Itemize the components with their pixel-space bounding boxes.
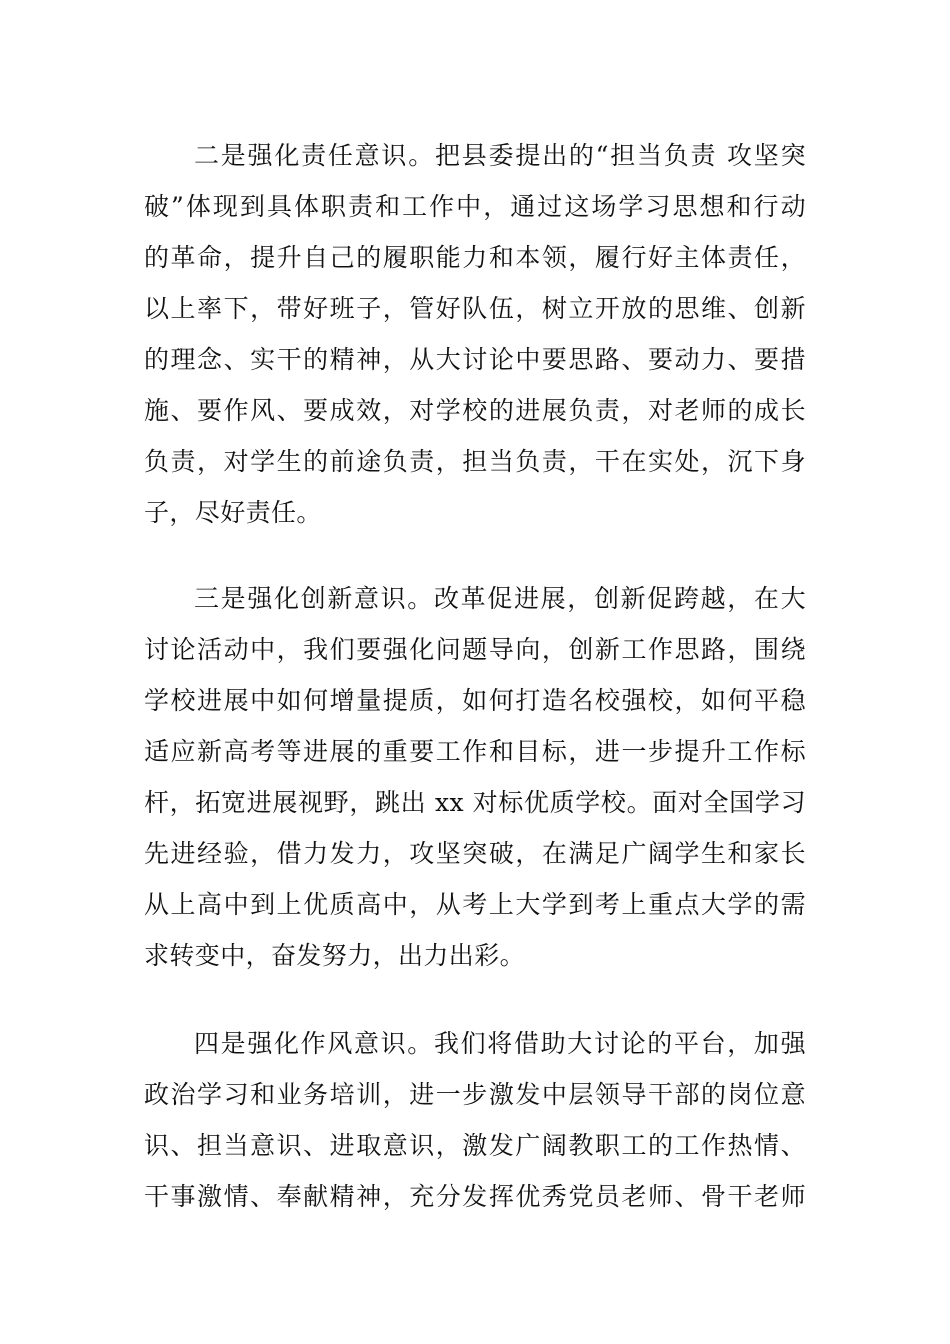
text-line: 适应新高考等进展的重要工作和目标，进一步提升工作标 — [144, 737, 806, 766]
text-line: 四是强化作风意识。我们将借助大讨论的平台，加强 — [194, 1029, 806, 1058]
text-line: 求转变中，奋发努力，出力出彩。 — [144, 941, 526, 970]
text-line: 的理念、实干的精神，从大讨论中要思路、要动力、要措 — [144, 345, 806, 374]
text-line: 的革命，提升自己的履职能力和本领，履行好主体责任， — [144, 243, 806, 272]
text-line: 先进经验，借力发力，攻坚突破，在满足广阔学生和家长 — [144, 839, 806, 868]
text-line: 识、担当意识、进取意识，激发广阔教职工的工作热情、 — [144, 1131, 806, 1160]
text-line: 以上率下，带好班子，管好队伍，树立开放的思维、创新 — [144, 294, 806, 323]
text-line: 负责，对学生的前途负责，担当负责，干在实处，沉下身 — [144, 447, 806, 476]
text-line: 子，尽好责任。 — [144, 498, 322, 527]
text-line: 施、要作风、要成效，对学校的进展负责，对老师的成长 — [144, 396, 806, 425]
paragraph-work-style — [144, 1018, 806, 1222]
text-line: 干事激情、奉献精神，充分发挥优秀党员老师、骨干老师 — [144, 1182, 806, 1211]
paragraph-responsibility — [144, 130, 806, 538]
text-line: 杆，拓宽进展视野，跳出 xx 对标优质学校。面对全国学习 — [144, 788, 806, 817]
text-line: 二是强化责任意识。把县委提出的“担当负责 攻坚突 — [194, 141, 806, 170]
paragraph-innovation — [144, 573, 806, 981]
text-line: 学校进展中如何增量提质，如何打造名校强校，如何平稳 — [144, 686, 806, 715]
text-line: 破”体现到具体职责和工作中，通过这场学习思想和行动 — [144, 192, 806, 221]
text-line: 政治学习和业务培训，进一步激发中层领导干部的岗位意 — [144, 1080, 806, 1109]
text-line: 讨论活动中，我们要强化问题导向，创新工作思路，围绕 — [144, 635, 806, 664]
text-line: 三是强化创新意识。改革促进展，创新促跨越，在大 — [194, 584, 806, 613]
text-line: 从上高中到上优质高中，从考上大学到考上重点大学的需 — [144, 890, 806, 919]
